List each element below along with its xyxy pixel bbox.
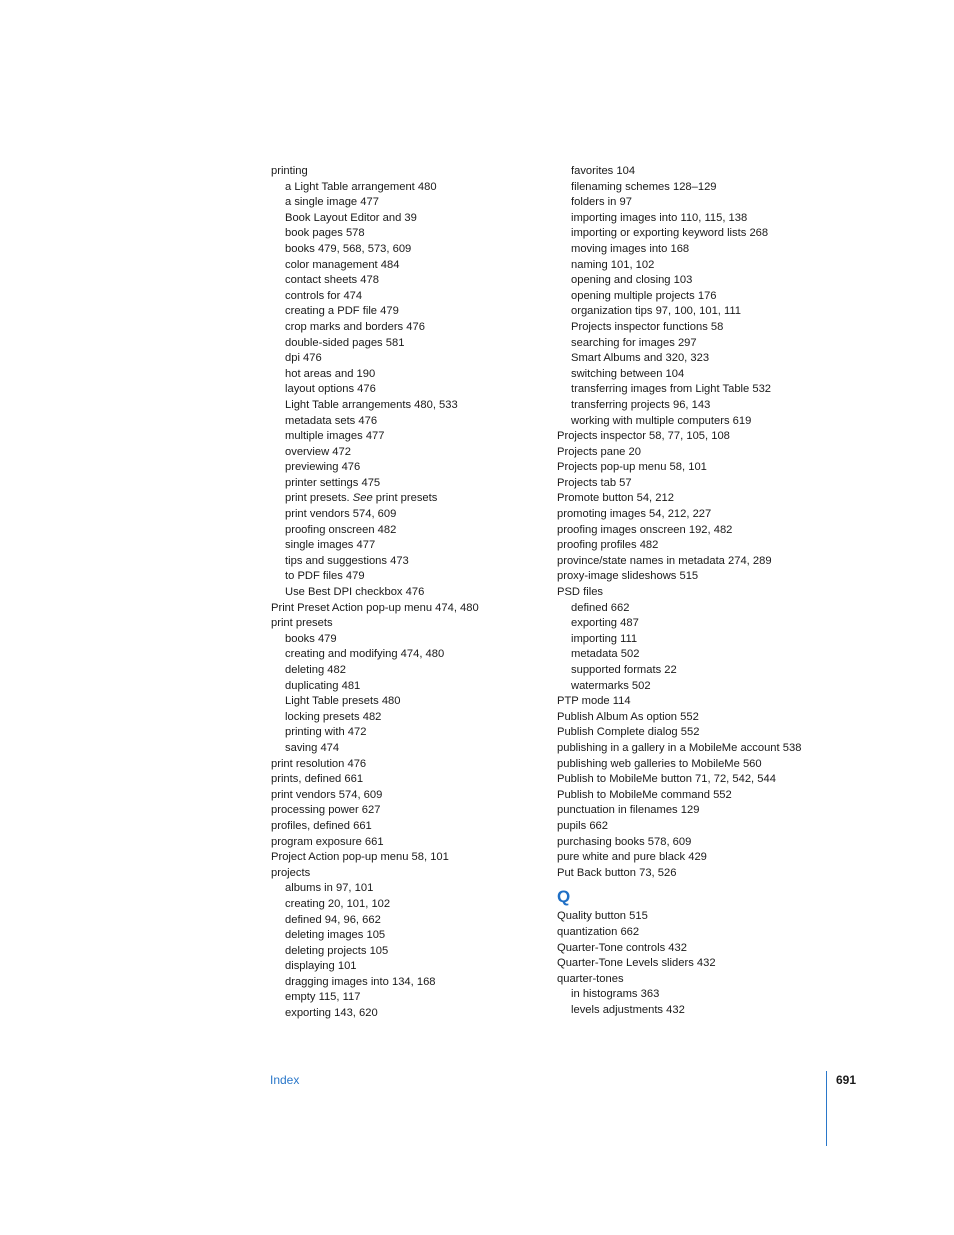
index-entry: print vendors 574, 609 [271, 788, 383, 801]
index-entry: Put Back button 73, 526 [557, 866, 677, 879]
index-entry: pupils 662 [557, 819, 609, 832]
index-subentry: duplicating 481 [285, 679, 361, 692]
index-subentry: deleting 482 [285, 664, 346, 676]
index-subentry: layout options 476 [285, 383, 376, 396]
see-reference: See [352, 492, 373, 505]
index-subentry: organization tips 97, 100, 101, 111 [571, 305, 742, 318]
index-entry: proofing images onscreen 192, 482 [557, 523, 733, 536]
index-subentry: Light Table presets 480 [285, 695, 401, 708]
index-subentry: deleting projects 105 [285, 944, 389, 957]
index-subentry: working with multiple computers 619 [571, 414, 752, 427]
index-subentry: Use Best DPI checkbox 476 [285, 586, 425, 599]
index-entry: Publish Complete dialog 552 [557, 726, 700, 739]
index-subentry: searching for images 297 [571, 336, 697, 349]
index-subentry: supported formats 22 [571, 664, 677, 676]
index-subentry: exporting 143, 620 [285, 1007, 378, 1020]
index-subentry: overview 472 [285, 445, 351, 458]
index-subentry: opening multiple projects 176 [571, 289, 717, 302]
index-subentry: locking presets 482 [285, 710, 382, 723]
index-subentry: metadata sets 476 [285, 414, 378, 427]
index-subentry: transferring projects 96, 143 [571, 398, 711, 411]
index-subentry: Book Layout Editor and 39 [285, 211, 417, 224]
footer-section-label: Index [270, 1073, 300, 1087]
index-subentry: levels adjustments 432 [571, 1003, 685, 1016]
index-entry: Projects tab 57 [557, 476, 632, 489]
index-entry: Publish to MobileMe command 552 [557, 788, 732, 801]
index-entry: prints, defined 661 [271, 773, 364, 786]
index-subentry: to PDF files 479 [285, 570, 365, 583]
index-subentry: favorites 104 [571, 165, 636, 177]
index-subentry: Light Table arrangements 480, 533 [285, 398, 458, 411]
index-entry: PTP mode 114 [557, 695, 631, 708]
index-subentry: folders in 97 [571, 196, 632, 209]
index-subentry: watermarks 502 [571, 679, 651, 692]
footer-vertical-rule [826, 1071, 827, 1146]
index-subentry: single images 477 [285, 539, 376, 552]
index-subentry: albums in 97, 101 [285, 882, 374, 895]
index-subentry: printing with 472 [285, 726, 367, 739]
index-subentry: defined 94, 96, 662 [285, 913, 381, 926]
index-subentry: metadata 502 [571, 648, 640, 661]
index-subentry: importing 111 [571, 632, 638, 645]
index-column-right [557, 164, 857, 1018]
index-subentry: switching between 104 [571, 367, 685, 380]
index-subentry: in histograms 363 [571, 988, 660, 1001]
index-subentry: opening and closing 103 [571, 274, 693, 287]
page-number: 691 [836, 1073, 857, 1087]
index-entry: promoting images 54, 212, 227 [557, 508, 712, 521]
index-subentry: color management 484 [285, 258, 400, 271]
index-subentry: creating and modifying 474, 480 [285, 648, 445, 661]
index-entry: Quarter-Tone Levels sliders 432 [557, 957, 716, 970]
index-entry: quarter-tones [557, 972, 624, 985]
index-subentry: double-sided pages 581 [285, 336, 405, 349]
index-entry: Quarter-Tone controls 432 [557, 941, 687, 954]
index-subentry [271, 491, 561, 507]
index-subentry: creating a PDF file 479 [285, 305, 399, 318]
index-subentry: dragging images into 134, 168 [285, 975, 436, 988]
index-subentry: previewing 476 [285, 461, 361, 474]
index-subentry: books 479, 568, 573, 609 [285, 242, 412, 255]
index-entry: print resolution 476 [271, 757, 367, 770]
index-subentry: Smart Albums and 320, 323 [571, 352, 710, 365]
index-subentry: defined 662 [571, 601, 630, 614]
index-entry: Publish Album As option 552 [557, 710, 699, 723]
index-entry: PSD files [557, 586, 604, 599]
index-entry: program exposure 661 [271, 835, 384, 848]
index-entry: Promote button 54, 212 [557, 492, 674, 505]
index-entry: projects [271, 866, 311, 879]
index-entry: punctuation in filenames 129 [557, 804, 700, 817]
index-entry: proofing profiles 482 [557, 539, 659, 552]
index-subentry: books 479 [285, 632, 337, 645]
index-subentry: contact sheets 478 [285, 274, 379, 287]
index-subentry: saving 474 [285, 741, 340, 754]
index-subentry: empty 115, 117 [285, 991, 361, 1004]
index-subentry: importing or exporting keyword lists 268 [571, 227, 769, 240]
index-entry: purchasing books 578, 609 [557, 835, 692, 848]
index-subentry: print vendors 574, 609 [285, 508, 397, 521]
index-subentry: a single image 477 [285, 196, 379, 209]
index-entry: Publish to MobileMe button 71, 72, 542, 544 [557, 773, 776, 786]
index-subentry: controls for 474 [285, 289, 363, 302]
index-entry: Project Action pop-up menu 58, 101 [271, 851, 449, 864]
index-entry: printing [271, 165, 308, 177]
index-entry: print presets [271, 617, 333, 630]
index-subentry: transferring images from Light Table 532 [571, 383, 772, 396]
index-subentry: tips and suggestions 473 [285, 554, 409, 567]
index-entry: proxy-image slideshows 515 [557, 570, 699, 583]
index-subentry: proofing onscreen 482 [285, 523, 397, 536]
index-subentry: naming 101, 102 [571, 258, 655, 271]
index-subentry: book pages 578 [285, 227, 365, 240]
index-entry: publishing web galleries to MobileMe 560 [557, 757, 762, 770]
index-entry: province/state names in metadata 274, 289 [557, 554, 772, 567]
index-subentry: deleting images 105 [285, 929, 386, 942]
index-entry: profiles, defined 661 [271, 819, 372, 832]
index-letter-heading: Q [557, 887, 571, 907]
index-subentry: moving images into 168 [571, 242, 690, 255]
index-subentry: printer settings 475 [285, 476, 381, 489]
index-subentry: crop marks and borders 476 [285, 320, 425, 333]
index-subentry: creating 20, 101, 102 [285, 897, 391, 910]
index-entry-text: print presets. [285, 492, 353, 505]
index-column-left [271, 164, 561, 1022]
index-subentry: multiple images 477 [285, 430, 385, 443]
index-subentry: displaying 101 [285, 960, 357, 973]
index-entry: publishing in a gallery in a MobileMe account 538 [557, 741, 802, 754]
index-subentry: filenaming schemes 128–129 [571, 180, 717, 193]
index-subentry: Projects inspector functions 58 [571, 320, 724, 333]
index-subentry: dpi 476 [285, 352, 322, 365]
index-entry: Projects pane 20 [557, 445, 641, 458]
index-entry: quantization 662 [557, 925, 640, 938]
index-subentry: hot areas and 190 [285, 367, 376, 380]
index-subentry: exporting 487 [571, 617, 639, 630]
index-subentry: a Light Table arrangement 480 [285, 180, 437, 193]
index-entry: Projects inspector 58, 77, 105, 108 [557, 430, 730, 443]
see-reference-target: print presets [372, 492, 438, 505]
index-subentry: importing images into 110, 115, 138 [571, 211, 748, 224]
index-entry: processing power 627 [271, 804, 381, 817]
index-entry: Print Preset Action pop-up menu 474, 480 [271, 601, 479, 614]
index-entry: Quality button 515 [557, 910, 648, 923]
index-entry: pure white and pure black 429 [557, 851, 707, 864]
index-entry: Projects pop-up menu 58, 101 [557, 461, 707, 474]
